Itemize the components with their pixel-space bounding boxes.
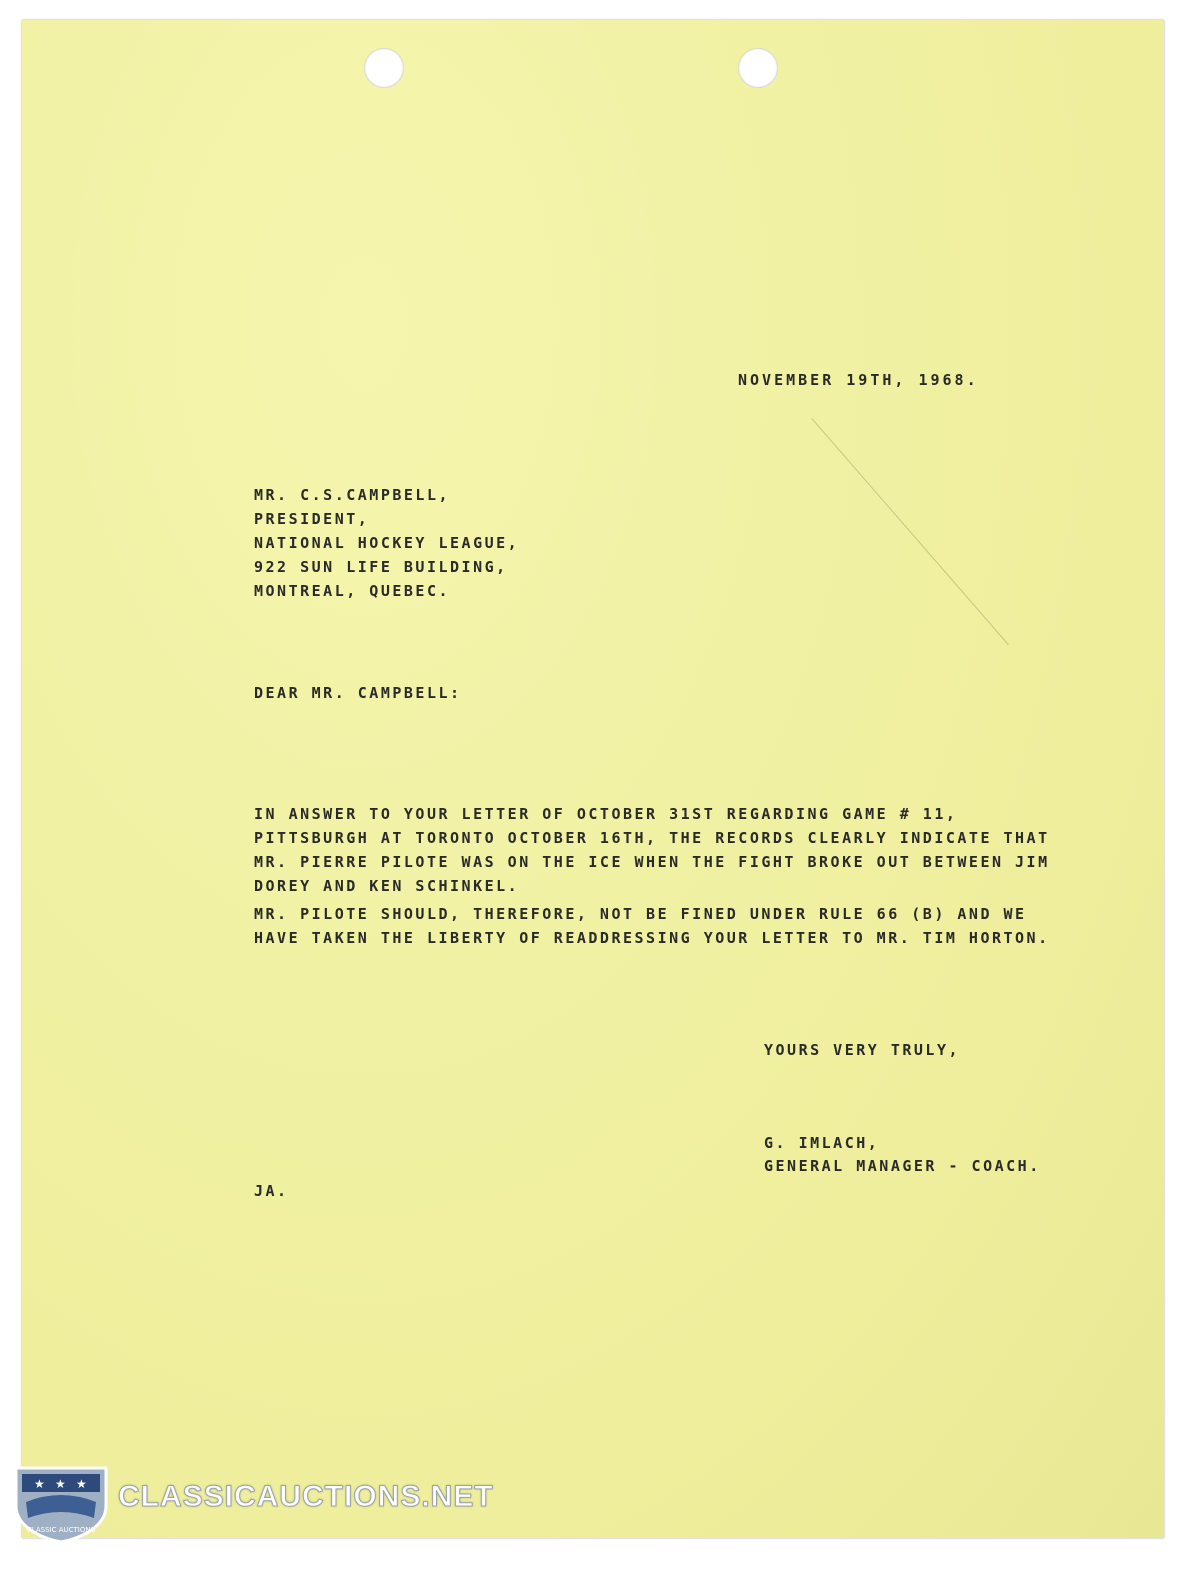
recipient-line: 922 SUN LIFE BUILDING, bbox=[254, 558, 508, 576]
typist-initials: JA. bbox=[254, 1182, 289, 1200]
closing: YOURS VERY TRULY, bbox=[764, 1041, 961, 1059]
body-paragraph-1: IN ANSWER TO YOUR LETTER OF OCTOBER 31ST REGARDING GAME # 11, PITTSBURGH AT TORONTO OCTOBER 16TH, THE RECORDS CLEARLY INDICATE THAT MR. PIERRE PILOTE WAS ON THE ICE WHEN THE FIGHT BROKE OUT BETWEEN JIM DOREY AND KEN SCHINKEL. bbox=[254, 805, 1050, 895]
recipient-line: MR. C.S.CAMPBELL, bbox=[254, 486, 451, 504]
paper-crease bbox=[811, 418, 1009, 645]
salutation: DEAR MR. CAMPBELL: bbox=[254, 684, 462, 702]
letter-page bbox=[22, 20, 1164, 1538]
recipient-address bbox=[254, 485, 654, 605]
svg-text:★: ★ bbox=[34, 1477, 45, 1491]
logo-text: CLASSIC AUCTIONS bbox=[26, 1526, 96, 1534]
recipient-line: PRESIDENT, bbox=[254, 510, 370, 528]
watermark-text: CLASSICAUCTIONS.NET bbox=[118, 1480, 494, 1513]
body-paragraph-2: MR. PILOTE SHOULD, THEREFORE, NOT BE FINED UNDER RULE 66 (B) AND WE HAVE TAKEN THE LIBERTY OF READDRESSING YOUR LETTER TO MR. TIM HORTON. bbox=[254, 905, 1050, 947]
classic-auctions-shield-icon bbox=[12, 1462, 110, 1544]
punch-hole-left bbox=[364, 48, 404, 88]
recipient-line: NATIONAL HOCKEY LEAGUE, bbox=[254, 534, 520, 552]
svg-text:★: ★ bbox=[55, 1477, 66, 1491]
recipient-line: MONTREAL, QUEBEC. bbox=[254, 582, 451, 600]
punch-hole-right bbox=[738, 48, 778, 88]
svg-text:★: ★ bbox=[76, 1477, 87, 1491]
letter-date: NOVEMBER 19TH, 1968. bbox=[738, 371, 979, 389]
signature-title: GENERAL MANAGER - COACH. bbox=[764, 1157, 1041, 1175]
watermark bbox=[12, 1462, 494, 1542]
signature-name: G. IMLACH, bbox=[764, 1134, 880, 1152]
